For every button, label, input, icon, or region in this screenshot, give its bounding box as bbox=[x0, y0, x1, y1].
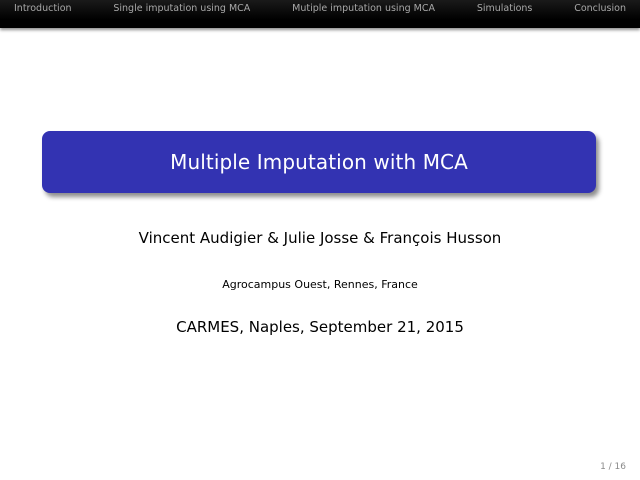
authors: Vincent Audigier & Julie Josse & François Husson bbox=[138, 229, 502, 247]
title-box bbox=[42, 131, 596, 193]
institute: Agrocampus Ouest, Rennes, France bbox=[222, 278, 418, 291]
page-number: 1 / 16 bbox=[600, 462, 626, 472]
nav-item-conclusion[interactable]: Conclusion bbox=[574, 3, 626, 14]
slide-title: Multiple Imputation with MCA bbox=[170, 150, 468, 174]
nav-item-simulations[interactable]: Simulations bbox=[476, 3, 533, 14]
section-navbar bbox=[0, 0, 640, 28]
nav-item-introduction[interactable]: Introduction bbox=[14, 3, 72, 14]
nav-item-single-imputation[interactable]: Single imputation using MCA bbox=[113, 3, 251, 14]
nav-item-multiple-imputation[interactable]: Mutiple imputation using MCA bbox=[292, 3, 435, 14]
event-date: CARMES, Naples, September 21, 2015 bbox=[176, 318, 464, 336]
